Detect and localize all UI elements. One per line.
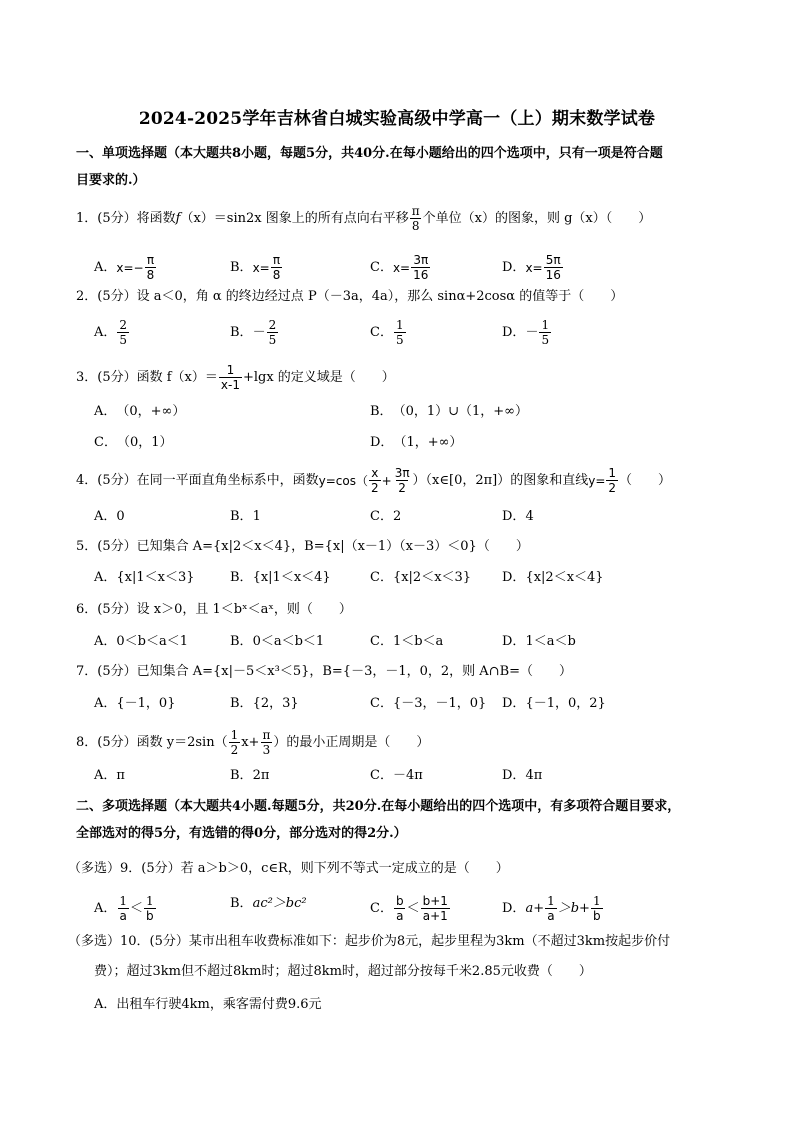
q1-frac-num: π [411,204,420,218]
q8-f1-den: 2 [230,743,239,757]
q2-d-label: D． [502,324,526,340]
q1-b-label: B． [230,259,253,275]
q2-option-c[interactable] [370,318,407,347]
question-9: （多选）9．(5分）若 a＞b＞0，c∈R，则下列不等式一定成立的是（ ） [68,861,509,876]
q3-a-label: A． [94,404,117,419]
q7-option-b[interactable] [230,694,299,714]
q4-c-text: 2 [392,509,402,524]
q2-option-b[interactable] [230,318,279,347]
q7-c-text: {－3，－1，0} [392,696,487,711]
q6-c-text: 1＜b＜a [392,634,444,649]
q4-fn: y=cos（ [318,473,368,488]
q3-num: 1 [226,363,235,377]
q3-a-text: （0，+∞） [116,404,186,419]
q5-option-a[interactable] [94,568,195,588]
section-2-heading [76,793,726,847]
q4-d-label: D． [502,509,526,524]
q8-a-label: A． [94,768,117,783]
q5-b-text: {x|1＜x＜4} [252,570,331,585]
q1-c-pre: x= [392,260,411,275]
q9-c-frac-2 [421,894,450,923]
q3-d-text: （1，+∞） [393,435,463,450]
q1-option-a[interactable] [94,253,157,282]
q4-f2-den: 2 [398,481,406,495]
q2-c-frac [394,318,406,347]
q1-c-label: C． [370,259,393,275]
q9-a-label: A． [94,900,117,916]
q4-suffix: （ ） [619,472,672,488]
q7-d-text: {－1，0，2} [525,696,606,711]
q9-option-c[interactable] [370,894,451,923]
q7-b-text: {2，3} [252,696,299,711]
q2-a-frac [117,318,129,347]
q4-f3-den: 2 [608,481,617,495]
q3-option-c[interactable] [94,433,173,453]
q4-mid: ）（x∈[0，2π]）的图象和直线 [412,472,589,488]
q1-d-pre: x= [525,260,543,275]
q9-c-n1: b [395,894,404,908]
q1-b-pre: x= [252,260,270,275]
q1-a-pre: x=− [116,260,144,275]
q4-frac-2 [393,466,412,495]
q5-a-text: {x|1＜x＜3} [116,570,195,585]
q6-a-label: A． [94,634,117,649]
q4-f3-num: 1 [608,466,617,480]
section-1-line-1: 一、单项选择题（本大题共8小题，每题5分，共40分.在每小题给出的四个选项中，只有一项是符合题 [76,146,663,161]
q6-c-label: C． [370,634,393,649]
q8-mid: x+ [241,734,260,750]
q6-d-label: D． [502,634,526,649]
q6-a-text: 0＜b＜a＜1 [116,634,189,649]
q8-option-c[interactable] [370,766,423,786]
q4-option-d[interactable] [502,507,534,527]
page-title: 2024-2025学年吉林省白城实验高级中学高一（上）期末数学试卷 [138,109,656,129]
q3-option-b[interactable] [370,402,528,422]
q8-f2-num: π [262,728,271,742]
q4-b-text: 1 [252,509,261,524]
question-3 [76,363,395,392]
q2-c-num: 1 [395,318,404,332]
question-5: 5．(5分）已知集合 A={x|2＜x＜4}，B={x|（x－1）（x－3）＜0}（ ） [76,539,529,554]
q5-a-label: A． [94,570,117,585]
q4-option-b[interactable] [230,507,261,527]
section-2-line-1: 二、多项选择题（本大题共4小题.每题5分，共20分.在每小题给出的四个选项中，有多项符合题目要求， [76,799,681,814]
q5-option-b[interactable] [230,568,331,588]
q9-a-n2: 1 [146,894,154,908]
q8-b-text: 2π [252,768,270,783]
q6-option-a[interactable] [94,632,188,652]
q1-frac-den: 8 [411,219,420,233]
q2-a-den: 5 [119,333,128,347]
q2-b-num: 2 [268,318,277,332]
q9-option-d[interactable] [502,894,604,923]
q1-a-num: π [146,253,155,267]
q9-d-frac-2 [591,894,603,923]
q1-mid: （x）＝sin2x 图象上的所有点向右平移 [180,210,409,226]
q5-c-text: {x|2＜x＜3} [392,570,472,585]
q6-d-text: 1＜a＜b [525,634,576,649]
q2-c-label: C． [370,324,393,340]
q8-prefix: 8．(5分）函数 y＝2sin（ [76,734,228,750]
q1-a-label: A． [94,259,117,275]
q1-c-den: 16 [413,268,429,282]
q9-a-frac-2 [144,894,156,923]
q3-den: x-1 [220,378,240,392]
q4-line-pre: y= [588,473,606,488]
q9-d-frac-1 [545,894,557,923]
q1-d-num: 5π [545,253,561,267]
question-2: 2．(5分）设 a＜0，角 α 的终边经过点 P（－3a，4a），那么 sinα+2cosα 的值等于（ ） [76,289,624,304]
q4-f1-den: 2 [370,481,379,495]
q2-d-frac [539,318,551,347]
question-6: 6．(5分）设 x＞0，且 1＜bˣ＜aˣ，则（ ） [76,602,352,617]
q3-option-a[interactable] [94,402,185,422]
q2-option-a[interactable] [94,318,130,347]
q8-c-label: C． [370,768,393,783]
q8-c-text: －4π [392,768,423,783]
q3-d-label: D． [370,435,394,450]
q9-d-d1: a [547,909,555,923]
q7-a-label: A． [94,696,117,711]
q4-frac-1 [369,466,381,495]
q4-option-c[interactable] [370,507,401,527]
q2-b-label: B． [230,324,253,340]
q1-d-frac [544,253,563,282]
q5-c-label: C． [370,570,393,585]
q3-b-label: B． [370,404,393,419]
q4-f1-num: x [371,466,379,480]
section-1-line-2: 目要求的.） [76,173,146,188]
question-7: 7．(5分）已知集合 A={x|－5＜x³＜5}，B={－3，－1，0，2，则 A∩B=（ ） [76,664,573,679]
q9-a-op: ＜ [130,900,144,916]
q9-option-a[interactable] [94,894,157,923]
q2-a-num: 2 [119,318,128,332]
q5-d-text: {x|2＜x＜4} [525,570,604,585]
q9-b-text: ac²＞bc² [252,896,307,911]
question-1 [76,204,651,233]
q9-c-n2: b+1 [422,894,448,908]
q8-d-text: 4π [525,768,543,783]
q9-a-d2: b [146,909,154,923]
q8-frac-1 [229,728,241,757]
q4-c-label: C． [370,509,393,524]
q9-c-d2: a+1 [422,909,448,923]
q6-option-b[interactable] [230,632,324,652]
q9-d-n2: 1 [592,894,601,908]
q1-suffix: 个单位（x）的图象，则 g（x）（ ） [422,210,652,226]
q1-b-den: 8 [272,268,281,282]
q9-a-frac-1 [117,894,129,923]
q3-frac [219,363,242,392]
q6-b-text: 0＜a＜b＜1 [252,634,325,649]
q9-d-n1: 1 [547,894,555,908]
q6-option-d[interactable] [502,632,576,652]
q4-a-text: 0 [116,509,125,524]
q1-b-frac [271,253,283,282]
q4-option-a[interactable] [94,507,125,527]
q10-option-a[interactable]: A．出租车行驶4km，乘客需付费9.6元 [94,997,322,1012]
q4-a-label: A． [94,509,117,524]
q1-d-label: D． [502,259,526,275]
q1-prefix: 1．(5分）将函数 [76,210,176,226]
q8-a-text: π [116,768,125,783]
q6-b-label: B． [230,634,253,649]
q7-c-label: C． [370,696,393,711]
q5-option-c[interactable] [370,568,471,588]
q4-plus: + [381,473,392,488]
q7-a-text: {－1，0} [116,696,176,711]
q7-option-d[interactable] [502,694,606,714]
q8-suffix: ）的最小正周期是（ ） [273,734,430,750]
q1-option-d[interactable] [502,253,564,282]
q9-d-d2: b [592,909,601,923]
q1-b-num: π [272,253,281,267]
q8-f2-den: 3 [262,743,271,757]
q3-b-text: （0，1）∪（1，+∞） [392,404,528,419]
q2-b-pre: － [252,324,266,340]
question-8 [76,728,429,757]
q9-c-op: ＜ [406,900,420,916]
q9-c-d1: a [396,909,404,923]
q2-b-den: 5 [268,333,277,347]
q2-d-den: 5 [541,333,550,347]
q8-f1-num: 1 [230,728,239,742]
q9-d-label: D． [502,900,526,916]
q3-option-d[interactable] [370,433,462,453]
q9-option-b[interactable] [230,894,307,914]
q8-option-d[interactable] [502,766,542,786]
q4-f2-num: 3π [394,466,410,480]
q4-b-label: B． [230,509,253,524]
q1-option-c[interactable] [370,253,431,282]
q9-d-pre: a+ [525,900,545,916]
q9-c-label: C． [370,900,393,916]
q8-option-a[interactable] [94,766,125,786]
q9-d-op: ＞b+ [557,900,590,916]
q4-prefix: 4．(5分）在同一平面直角坐标系中，函数 [76,472,319,488]
section-1-heading [76,140,726,194]
q9-b-label: B． [230,896,253,911]
q3-c-text: （0，1） [116,435,173,450]
question-10-line-2: 费）；超过3km但不超过8km时；超过8km时，超过部分按每千米2.85元收费（ ） [94,964,592,979]
q4-d-text: 4 [525,509,534,524]
q8-option-b[interactable] [230,766,269,786]
q8-frac-2 [260,728,272,757]
q9-a-d1: a [119,909,127,923]
q1-c-num: 3π [413,253,429,267]
q2-option-d[interactable] [502,318,552,347]
q8-d-label: D． [502,768,526,783]
q1-d-den: 16 [545,268,561,282]
section-2-line-2: 全部选对的得5分，有选错的得0分，部分选对的得2分.） [76,826,407,841]
q3-prefix: 3．(5分）函数 f（x）＝ [76,369,218,385]
q4-frac-3 [606,466,618,495]
q3-c-label: C． [94,435,117,450]
q1-f: f [175,210,181,226]
q1-fraction [410,204,422,233]
q7-b-label: B． [230,696,253,711]
q7-option-a[interactable] [94,694,175,714]
q3-suffix: +lgx 的定义域是（ ） [242,369,395,385]
q1-a-frac [145,253,157,282]
q5-b-label: B． [230,570,253,585]
question-10-line-1: （多选）10．(5分）某市出租车收费标准如下：起步价为8元，起步里程为3km（不超过3km按起步价付 [68,934,671,949]
q2-d-pre: － [525,324,539,340]
q9-c-frac-1 [394,894,406,923]
q8-b-label: B． [230,768,253,783]
q2-b-frac [267,318,279,347]
q9-a-n1: 1 [119,894,128,908]
q1-a-den: 8 [146,268,155,282]
q2-a-label: A． [94,324,117,340]
q7-option-c[interactable] [370,694,486,714]
q2-c-den: 5 [395,333,404,347]
q5-d-label: D． [502,570,526,585]
q6-option-c[interactable] [370,632,443,652]
q1-c-frac [411,253,430,282]
q7-d-label: D． [502,696,526,711]
q2-d-num: 1 [541,318,550,332]
q1-option-b[interactable] [230,253,283,282]
q5-option-d[interactable] [502,568,604,588]
question-4 [76,466,671,495]
